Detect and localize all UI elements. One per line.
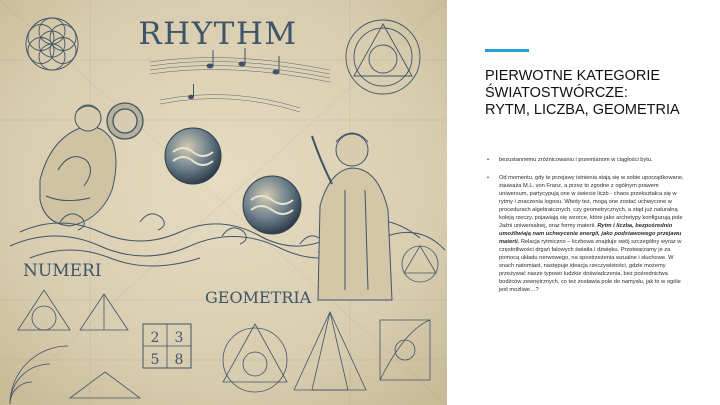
numeri-label: NUMERI	[23, 261, 102, 281]
slide-title-line: ŚWIATOSTWÓRCZE:	[485, 85, 628, 101]
bullet-text-continued: Relacja rytmiczno – liczbowa znajduje swój szczególny wyraz w częstotliwości drgań falowych światła i dźwięku. Przetwarzamy je za pomocą układu nerwowego, na spostrzeżenia wzualne i słuchowe. W snach natomiast, następuje ideacja rzeczywistości, gdzie możemy przeżywać nasze typowo ludzkie doświadczenia, bez pośrednictwa bodźców zewnętrznych, co też zostawia pole do namysłu, jak to w ogóle jest możliwe…?	[499, 239, 682, 293]
rhythm-sphere-upper	[165, 128, 221, 184]
rhythm-sphere-lower	[243, 176, 301, 234]
rhythm-label: RHYTHM	[138, 16, 298, 52]
bullet-item	[487, 156, 687, 164]
tambourine-icon	[107, 103, 143, 139]
slide-title-line: RYTM, LICZBA, GEOMETRIA	[485, 102, 680, 118]
bullet-list	[487, 156, 687, 304]
number-grid-cell: 8	[174, 352, 184, 368]
bullet-item	[487, 174, 687, 294]
bullet-icon: •	[487, 157, 489, 163]
slide-title	[485, 68, 695, 119]
bullet-emphasis: Rytm i liczba, bezpośrednio umożliwiają nam uchwycenie energii, jako podstawowego przejawu materii.	[499, 223, 682, 245]
bullet-text: bezustannemu zróżnicowaniu i przemianom w ciągłości bytu.	[499, 157, 653, 163]
bullet-text: Od momentu, gdy te przejawy istnienia stają się w sobie uporządkowane, zauważa M.L. von Franz, a przez to zgodne z ogólnym prawem uniwersum, partycypują one w świecie liczb - chaos przekształca się w rytmy i znaczenia logosu. Wtedy też, mogą one zostać uchwycone w procedurach algebraicznych, czy geometrycznych, a stąd już naturalną koleją rzeczy, pojawiają się wzorce, które jako archetypy konfigurują pole Jaźni uniwersalnej, oraz formy materii.	[499, 175, 684, 229]
bullet-icon: •	[487, 175, 489, 181]
accent-bar	[485, 49, 529, 52]
slide-title-line: PIERWOTNE KATEGORIE	[485, 68, 661, 84]
number-grid-cell: 5	[150, 352, 160, 368]
number-grid-cell: 2	[150, 330, 160, 346]
geometria-label: GEOMETRIA	[205, 288, 312, 307]
number-grid-cell: 3	[174, 330, 184, 346]
